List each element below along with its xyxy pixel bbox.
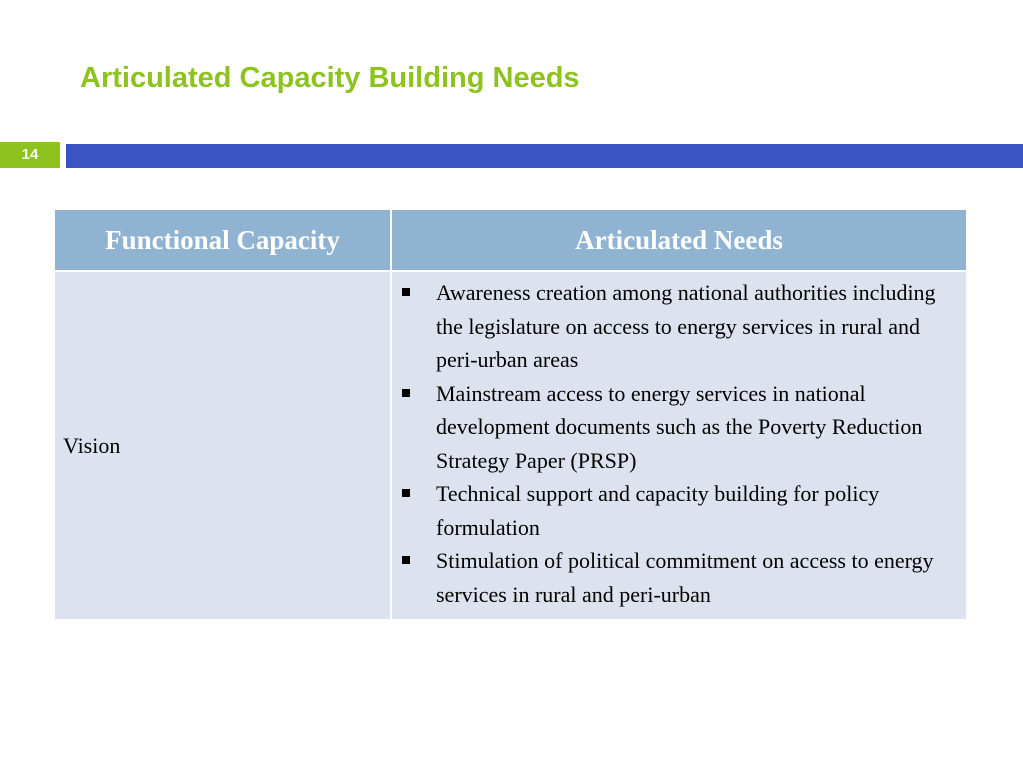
list-item (400, 544, 960, 611)
need-text: Stimulation of political commitment on access to energy services in rural and peri-urban (436, 548, 934, 607)
slide-title: Articulated Capacity Building Needs (80, 62, 580, 94)
need-text: Awareness creation among national authorities including the legislature on access to energy services in rural and peri-urban areas (436, 280, 936, 372)
square-bullet-icon (402, 556, 410, 564)
needs-list (400, 276, 960, 611)
capacity-needs-table (53, 208, 966, 621)
square-bullet-icon (402, 288, 410, 296)
square-bullet-icon (402, 489, 410, 497)
column-header-articulated-needs: Articulated Needs (391, 209, 967, 271)
header-divider-bar (66, 144, 1023, 168)
list-item (400, 477, 960, 544)
square-bullet-icon (402, 389, 410, 397)
capacity-cell: Vision (54, 271, 391, 620)
need-text: Technical support and capacity building for policy formulation (436, 481, 880, 540)
needs-cell (391, 271, 967, 620)
list-item (400, 276, 960, 377)
column-header-functional-capacity: Functional Capacity (54, 209, 391, 271)
slide-number: 14 (0, 142, 60, 168)
list-item (400, 377, 960, 478)
table-row (54, 271, 967, 620)
need-text: Mainstream access to energy services in national development documents such as the Poverty Reduction Strategy Paper (PRSP) (436, 380, 923, 473)
table-header-row (54, 209, 967, 271)
